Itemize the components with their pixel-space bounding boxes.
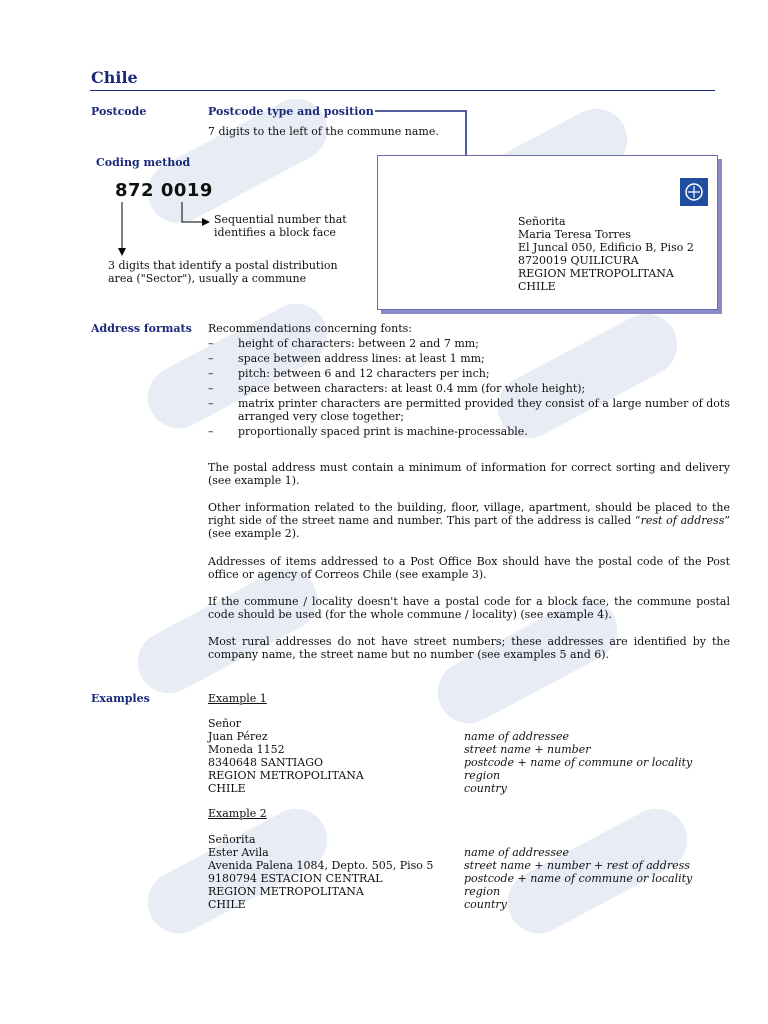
envelope-line: CHILE (518, 280, 556, 293)
note-line: street name + number + rest of address (464, 859, 690, 872)
example-1-address (208, 717, 364, 795)
bullet-dash: – (208, 367, 214, 380)
address-line: 9180794 ESTACION CENTRAL (208, 872, 383, 885)
bullet-dash: – (208, 425, 214, 438)
bullet-dash: – (208, 337, 214, 350)
example-1-notes (464, 717, 692, 795)
stamp-icon (680, 178, 708, 206)
examples-label: Examples (91, 692, 150, 705)
note-line (464, 717, 692, 730)
address-line: Señorita (208, 833, 256, 846)
list-item (208, 397, 730, 423)
address-line: CHILE (208, 782, 246, 795)
note-line: country (464, 898, 507, 911)
envelope-line: Señorita (518, 215, 566, 228)
list-item (208, 382, 730, 395)
coding-method-label: Coding method (96, 156, 191, 169)
bullet-text: proportionally spaced print is machine-processable. (238, 425, 528, 438)
sector-note-1: 3 digits that identify a postal distribution (108, 259, 338, 272)
paragraph-commune: If the commune / locality doesn't have a postal code for a block face, the commune postal code should be used (for the whole commune / locality) (see example 4). (208, 595, 730, 621)
envelope-line: 8720019 QUILICURA (518, 254, 639, 267)
sequential-note-1: Sequential number that (214, 213, 347, 226)
list-item (208, 367, 730, 380)
bullet-text: pitch: between 6 and 12 characters per inch; (238, 367, 490, 380)
paragraph-rest-of-address (208, 501, 730, 540)
bullet-text: height of characters: between 2 and 7 mm; (238, 337, 479, 350)
address-line: Ester Avila (208, 846, 269, 859)
address-formats-label: Address formats (91, 322, 192, 335)
address-line: Señor (208, 717, 242, 730)
bullet-dash: – (208, 397, 214, 410)
postcode-label: Postcode (91, 105, 147, 118)
envelope-line: REGION METROPOLITANA (518, 267, 674, 280)
bullet-text: space between address lines: at least 1 mm; (238, 352, 485, 365)
code-sample: 872 0019 (115, 180, 213, 201)
note-line: postcode + name of commune or locality (464, 756, 693, 769)
address-line: Juan Pérez (208, 730, 268, 743)
envelope-address (518, 215, 694, 293)
sequential-note-2: identifies a block face (214, 226, 336, 239)
bullet-text: matrix printer characters are permitted provided they consist of a large number of dots arranged very close together; (238, 397, 730, 423)
address-line: 8340648 SANTIAGO (208, 756, 324, 769)
page-title: Chile (91, 68, 138, 87)
address-line: REGION METROPOLITANA (208, 769, 364, 782)
paragraph-minimum-info: The postal address must contain a minimum of information for correct sorting and delivery (see example 1). (208, 461, 730, 487)
bullet-text: space between characters: at least 0.4 mm (for whole height); (238, 382, 586, 395)
list-item (208, 337, 730, 350)
list-item (208, 352, 730, 365)
envelope-line: Maria Teresa Torres (518, 228, 631, 241)
envelope-line: El Juncal 050, Edificio B, Piso 2 (518, 241, 694, 254)
example-1-heading: Example 1 (208, 692, 267, 705)
list-item (208, 425, 730, 438)
note-line: name of addressee (464, 730, 569, 743)
example-2-address (208, 833, 433, 911)
rest-of-address-term: rest of address (640, 514, 725, 527)
paragraph-rural: Most rural addresses do not have street numbers; these addresses are identified by the company name, the street name but no number (see examples 5 and 6). (208, 635, 730, 661)
example-2-heading: Example 2 (208, 807, 267, 820)
fonts-intro: Recommendations concerning fonts: (208, 322, 412, 335)
note-line (464, 833, 692, 846)
paragraph-text: Other information related to the building, floor, village, apartment, should be placed to the right side of the street name and number. This part of the address is called “ (208, 501, 730, 527)
note-line: street name + number (464, 743, 591, 756)
bullet-dash: – (208, 382, 214, 395)
sector-note-2: area ("Sector"), usually a commune (108, 272, 307, 285)
address-line: CHILE (208, 898, 246, 911)
address-line: Moneda 1152 (208, 743, 285, 756)
note-line: region (464, 769, 501, 782)
note-line: postcode + name of commune or locality (464, 872, 693, 885)
postcode-type-heading: Postcode type and position (208, 105, 374, 118)
address-line: REGION METROPOLITANA (208, 885, 364, 898)
note-line: country (464, 782, 507, 795)
paragraph-po-box: Addresses of items addressed to a Post Office Box should have the postal code of the Post office or agency of Correos Chile (see example 3). (208, 555, 730, 581)
paragraph-text: ” (see example 2). (208, 514, 730, 540)
example-2-notes (464, 833, 692, 911)
postcode-description: 7 digits to the left of the commune name. (208, 125, 439, 138)
bullet-dash: – (208, 352, 214, 365)
note-line: name of addressee (464, 846, 569, 859)
font-recommendations (208, 337, 730, 440)
address-line: Avenida Palena 1084, Depto. 505, Piso 5 (208, 859, 434, 872)
note-line: region (464, 885, 501, 898)
